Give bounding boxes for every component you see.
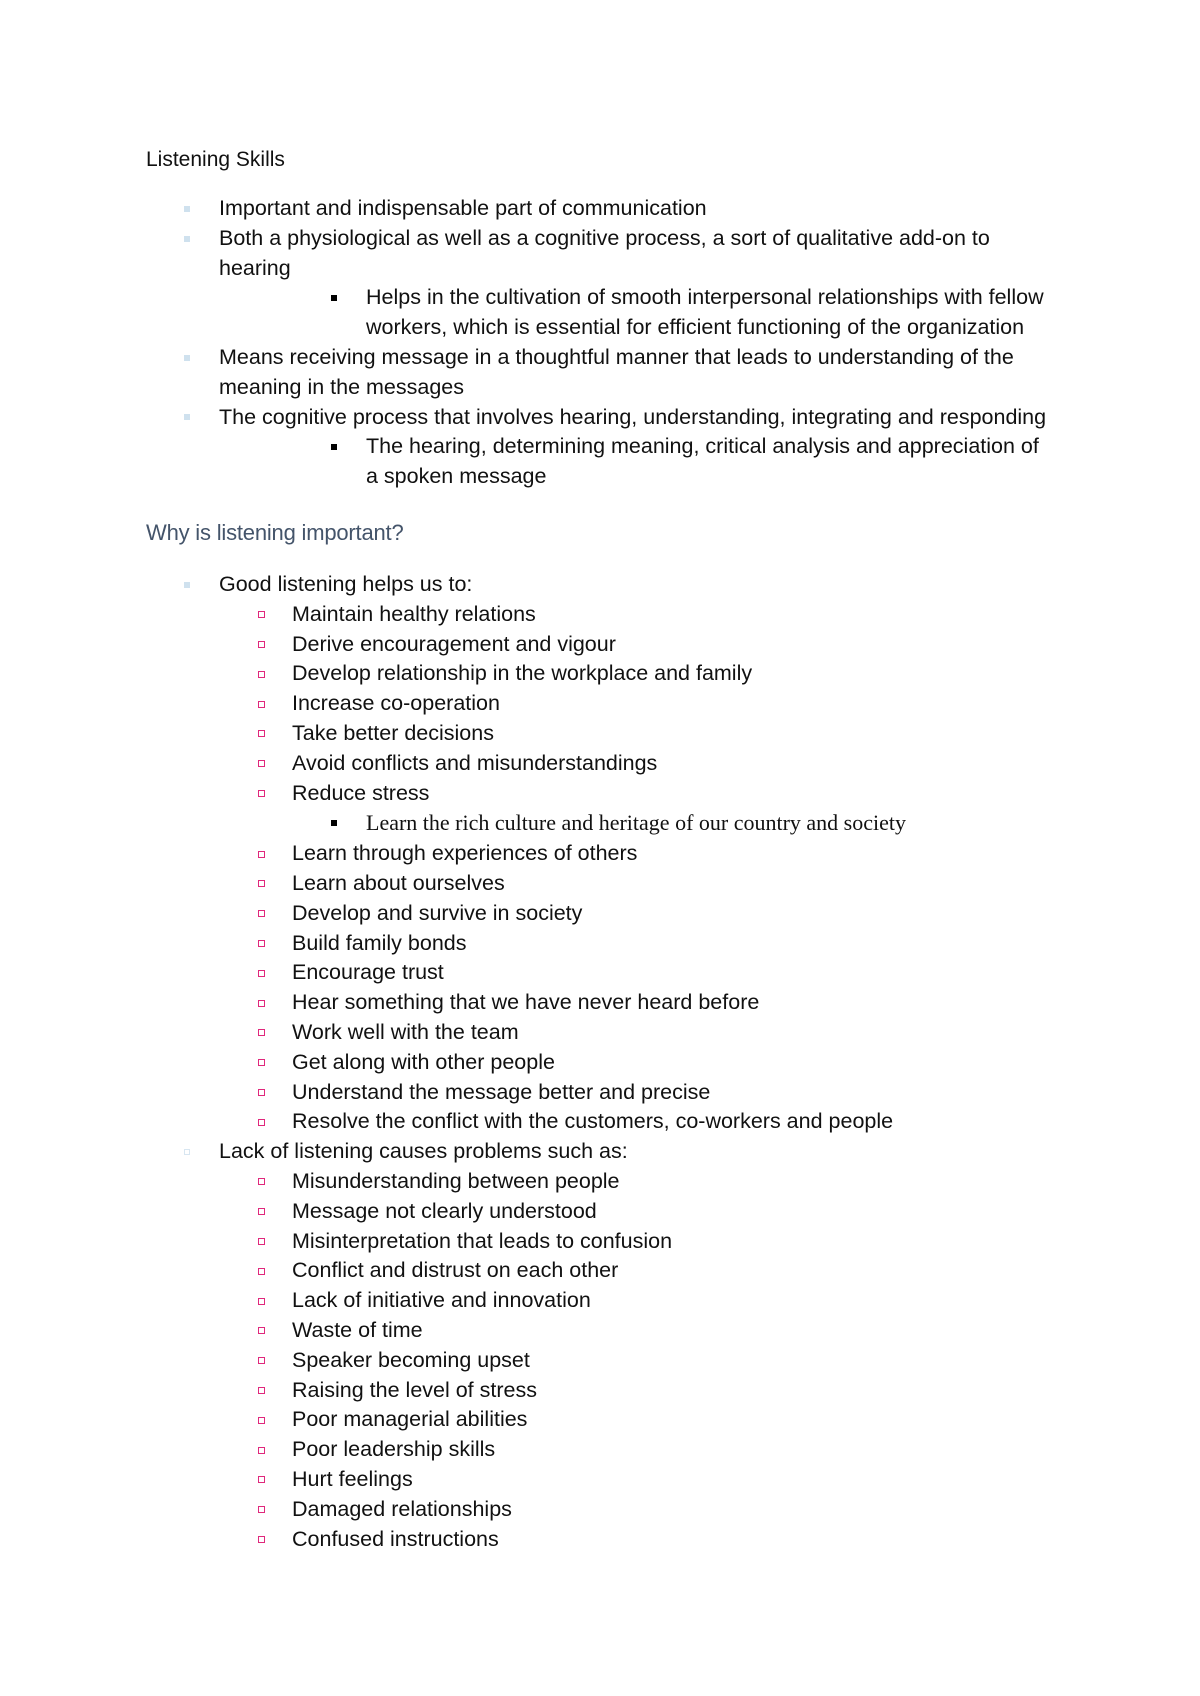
list-item	[0, 283, 1056, 343]
list-item	[0, 899, 1052, 929]
list-item	[0, 224, 1059, 284]
list-item	[0, 1346, 1052, 1376]
list-item	[0, 1316, 1052, 1346]
list-item	[0, 719, 1052, 749]
list-item	[0, 1137, 1059, 1167]
list-item-text: Means receiving message in a thoughtful manner that leads to understanding of the meaning in the messages	[219, 344, 1014, 399]
pink-square-bullet-icon	[254, 1286, 268, 1316]
pink-square-bullet-icon	[254, 600, 268, 630]
list-item-text: Build family bonds	[292, 930, 467, 955]
pink-square-bullet-icon	[254, 929, 268, 959]
square-bullet-icon	[180, 403, 194, 433]
list-item	[0, 1376, 1052, 1406]
list-item	[0, 958, 1052, 988]
importance-bullet-list	[0, 570, 1059, 1554]
list-item-text: Poor leadership skills	[292, 1437, 496, 1462]
list-item-text: Work well with the team	[292, 1019, 519, 1044]
list-item	[0, 1495, 1052, 1525]
list-item	[0, 432, 1056, 492]
list-item-text: Raising the level of stress	[292, 1377, 537, 1402]
square-bullet-icon	[180, 570, 194, 600]
list-item	[0, 343, 1059, 403]
list-item	[0, 659, 1052, 689]
list-item	[0, 1227, 1052, 1257]
pink-square-bullet-icon	[254, 1435, 268, 1465]
list-item-text: Increase co-operation	[292, 691, 500, 716]
list-item-text: Develop and survive in society	[292, 900, 583, 925]
intro-bullet-list	[0, 194, 1059, 492]
list-item	[0, 929, 1052, 959]
list-item-text: Misinterpretation that leads to confusion	[292, 1228, 673, 1253]
pink-square-bullet-icon	[254, 899, 268, 929]
list-item	[0, 1048, 1052, 1078]
list-item-text: Avoid conflicts and misunderstandings	[292, 750, 658, 775]
pink-square-bullet-icon	[254, 719, 268, 749]
list-item	[0, 1197, 1052, 1227]
list-item-text: Conflict and distrust on each other	[292, 1258, 619, 1283]
pink-square-bullet-icon	[254, 1197, 268, 1227]
list-item-text: Speaker becoming upset	[292, 1347, 530, 1372]
list-item-text: Resolve the conflict with the customers, co-workers and people	[292, 1109, 894, 1134]
list-item-text: Misunderstanding between people	[292, 1168, 620, 1193]
section-heading: Why is listening important?	[146, 520, 404, 545]
pink-square-bullet-icon	[254, 1346, 268, 1376]
square-bullet-icon	[180, 343, 194, 373]
pink-square-bullet-icon	[254, 1256, 268, 1286]
list-item	[0, 839, 1052, 869]
list-item	[0, 808, 1056, 839]
list-item-text: Lack of initiative and innovation	[292, 1288, 591, 1313]
list-item	[0, 749, 1052, 779]
list-item	[0, 779, 1052, 809]
pink-square-bullet-icon	[254, 1078, 268, 1108]
square-bullet-icon	[180, 224, 194, 254]
pink-square-bullet-icon	[254, 958, 268, 988]
pink-square-bullet-icon	[254, 630, 268, 660]
list-item-text: Damaged relationships	[292, 1496, 512, 1521]
pink-square-bullet-icon	[254, 689, 268, 719]
list-item	[0, 1078, 1052, 1108]
list-item-text: Encourage trust	[292, 960, 444, 985]
list-item-text: Confused instructions	[292, 1526, 499, 1551]
list-item-text: Reduce stress	[292, 780, 430, 805]
list-item-text: Good listening helps us to:	[219, 572, 473, 596]
list-item-text: Both a physiological as well as a cognitive process, a sort of qualitative add-on to hearing	[219, 225, 990, 280]
pink-square-bullet-icon	[254, 1525, 268, 1555]
list-item-text: Understand the message better and precise	[292, 1079, 711, 1104]
list-item	[0, 988, 1052, 1018]
list-item-text: Waste of time	[292, 1317, 423, 1342]
list-item-text: Get along with other people	[292, 1049, 555, 1074]
list-item	[0, 1107, 1052, 1137]
list-item	[0, 1405, 1052, 1435]
list-item	[0, 630, 1052, 660]
list-item-text: Hear something that we have never heard before	[292, 990, 760, 1015]
pink-square-bullet-icon	[254, 869, 268, 899]
list-item-text: Important and indispensable part of communication	[219, 196, 707, 220]
list-item-text: Message not clearly understood	[292, 1198, 597, 1223]
pink-square-bullet-icon	[254, 1495, 268, 1525]
list-item	[0, 600, 1052, 630]
list-item	[0, 1525, 1052, 1555]
pink-square-bullet-icon	[254, 1227, 268, 1257]
list-item-text: Maintain healthy relations	[292, 601, 536, 626]
list-item	[0, 869, 1052, 899]
list-item-text: Learn through experiences of others	[292, 841, 638, 866]
list-item-text: Derive encouragement and vigour	[292, 631, 616, 656]
list-item-text: The hearing, determining meaning, critical analysis and appreciation of a spoken message	[366, 434, 1039, 489]
pink-square-bullet-icon	[254, 1107, 268, 1137]
list-item	[0, 1167, 1052, 1197]
list-item	[0, 689, 1052, 719]
pink-square-bullet-icon	[254, 988, 268, 1018]
list-item-text: Take better decisions	[292, 720, 494, 745]
list-item-text: Poor managerial abilities	[292, 1407, 528, 1432]
square-bullet-icon	[327, 283, 341, 313]
list-item-text: Learn about ourselves	[292, 870, 505, 895]
list-item-text: Develop relationship in the workplace and family	[292, 661, 753, 686]
pink-square-bullet-icon	[254, 1167, 268, 1197]
pink-square-bullet-icon	[254, 1018, 268, 1048]
document-title: Listening Skills	[146, 148, 285, 171]
list-item	[0, 1018, 1052, 1048]
pink-square-bullet-icon	[254, 1376, 268, 1406]
list-item	[0, 570, 1059, 600]
pink-square-bullet-icon	[254, 659, 268, 689]
square-bullet-icon	[180, 194, 194, 224]
list-item	[0, 1256, 1052, 1286]
list-item-text: Lack of listening causes problems such as:	[219, 1139, 628, 1164]
pink-square-bullet-icon	[254, 1405, 268, 1435]
list-item-text: The cognitive process that involves hearing, understanding, integrating and responding	[219, 404, 1047, 429]
square-bullet-icon	[327, 432, 341, 462]
list-item	[0, 1435, 1052, 1465]
pink-square-bullet-icon	[254, 839, 268, 869]
pink-square-bullet-icon	[254, 749, 268, 779]
list-item-text: Learn the rich culture and heritage of our country and society	[366, 810, 906, 836]
square-outline-bullet-icon	[180, 1137, 194, 1167]
square-bullet-icon	[327, 808, 341, 838]
list-item	[0, 1286, 1052, 1316]
pink-square-bullet-icon	[254, 779, 268, 809]
list-item-text: Helps in the cultivation of smooth interpersonal relationships with fellow workers, which is essential for efficient functioning of the organization	[366, 285, 1044, 340]
pink-square-bullet-icon	[254, 1048, 268, 1078]
list-item	[0, 194, 1059, 224]
pink-square-bullet-icon	[254, 1316, 268, 1346]
pink-square-bullet-icon	[254, 1465, 268, 1495]
list-item	[0, 1465, 1052, 1495]
list-item-text: Hurt feelings	[292, 1466, 413, 1491]
list-item	[0, 403, 1059, 433]
